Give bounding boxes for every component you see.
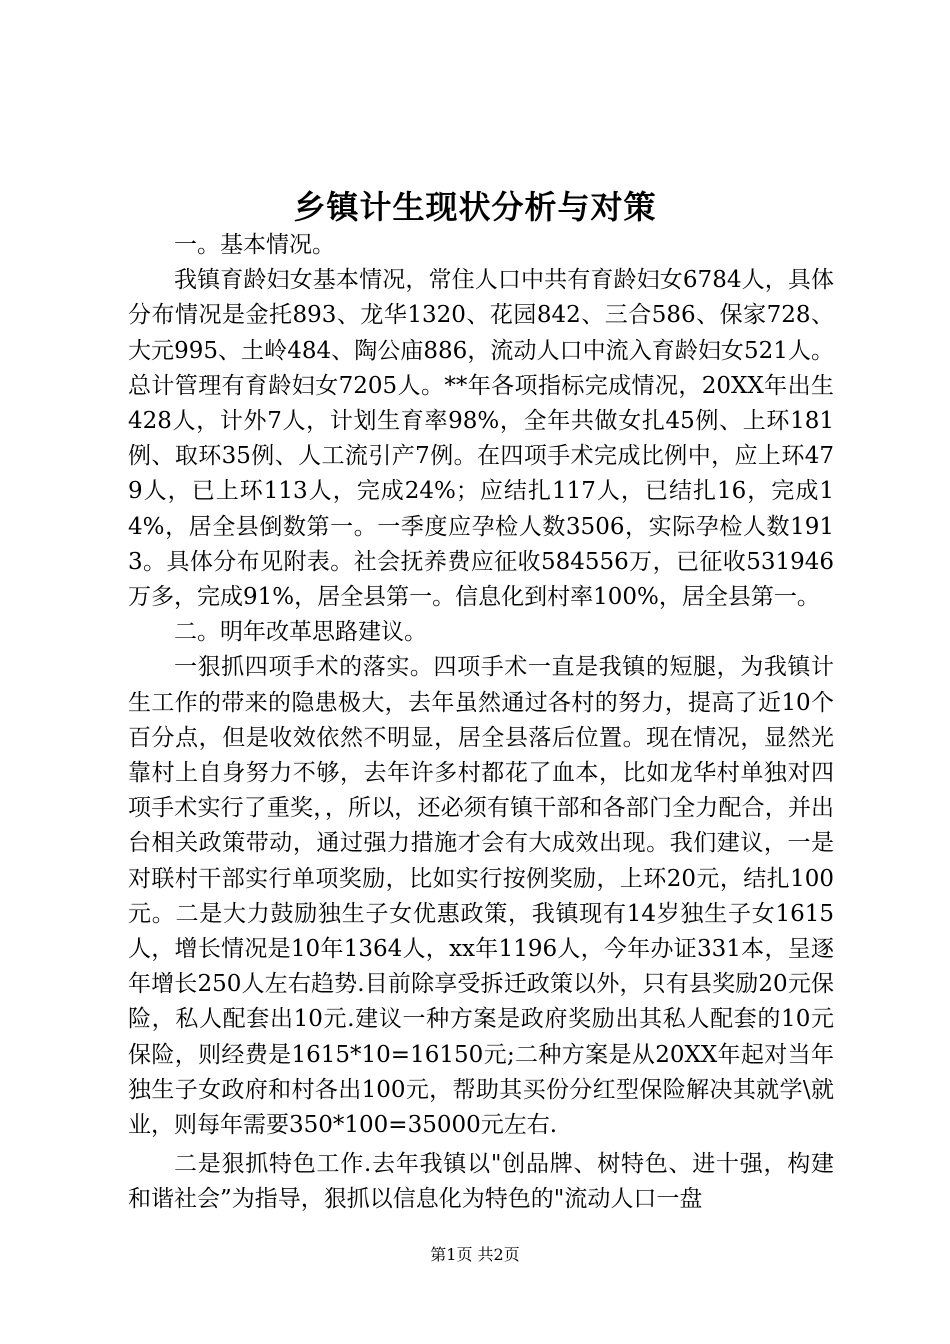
document-body [128, 228, 834, 1218]
page-indicator: 第1页 共2页 [430, 1245, 520, 1264]
paragraph-basic-situation-details: 我镇育龄妇女基本情况，常住人口中共有育龄妇女6784人，具体分布情况是金托893、龙华1320、花园842、三合586、保家728、大元995、土岭484、陶公庙886，流动人口中流入育龄妇女521人。总计管理有育龄妇女7205人。**年各项指标完成情况，20XX年出生428人，计外7人，计划生育率98%，全年共做女扎45例、上环181例、取环35例、人工流引产7例。在四项手术完成比例中，应上环479人，已上环113人，完成24%；应结扎117人，已结扎16，完成14%，居全县倒数第一。一季度应孕检人数3506，实际孕检人数1913。具体分布见附表。社会抚养费应征收584556万，已征收531946万多，完成91%，居全县第一。信息化到村率100%，居全县第一。 [128, 267, 834, 611]
section-heading-reform-suggestions: 二。明年改革思路建议。 [174, 619, 427, 646]
paragraph-four-surgeries: 一狠抓四项手术的落实。四项手术一直是我镇的短腿，为我镇计生工作的带来的隐患极大，去年虽然通过各村的努力，提高了近10个百分点，但是收效依然不明显，居全县落后位置。现在情况，显然光靠村上自身努力不够，去年许多村都花了血本，比如龙华村单独对四项手术实行了重奖，，所以，还必须有镇干部和各部门全力配合，并出台相关政策带动，通过强力措施才会有大成效出现。我们建议，一是对联村干部实行单项奖励，比如实行按例奖励，上环20元，结扎100元。二是大力鼓励独生子女优惠政策，我镇现有14岁独生子女1615人，增长情况是10年1364人，xx年1196人，今年办证331本，呈逐年增长250人左右趋势.目前除享受拆迁政策以外，只有县奖励20元保险，私人配套出10元.建议一种方案是政府奖励出其私人配套的10元保险，则经费是1615*10=16150元;二种方案是从20XX年起对当年独生子女政府和村各出100元，帮助其买份分红型保险解决其就学\就业，则每年需要350*100=35000元左右. [128, 654, 834, 1139]
section-heading-basic-situation: 一。基本情况。 [174, 232, 335, 258]
document-title: 乡镇计生现状分析与对策 [293, 188, 657, 226]
paragraph-special-work: 二是狠抓特色工作.去年我镇以"创品牌、树特色、进十强，构建和谐社会”为指导，狠抓以信息化为特色的"流动人口一盘 [128, 1151, 834, 1213]
